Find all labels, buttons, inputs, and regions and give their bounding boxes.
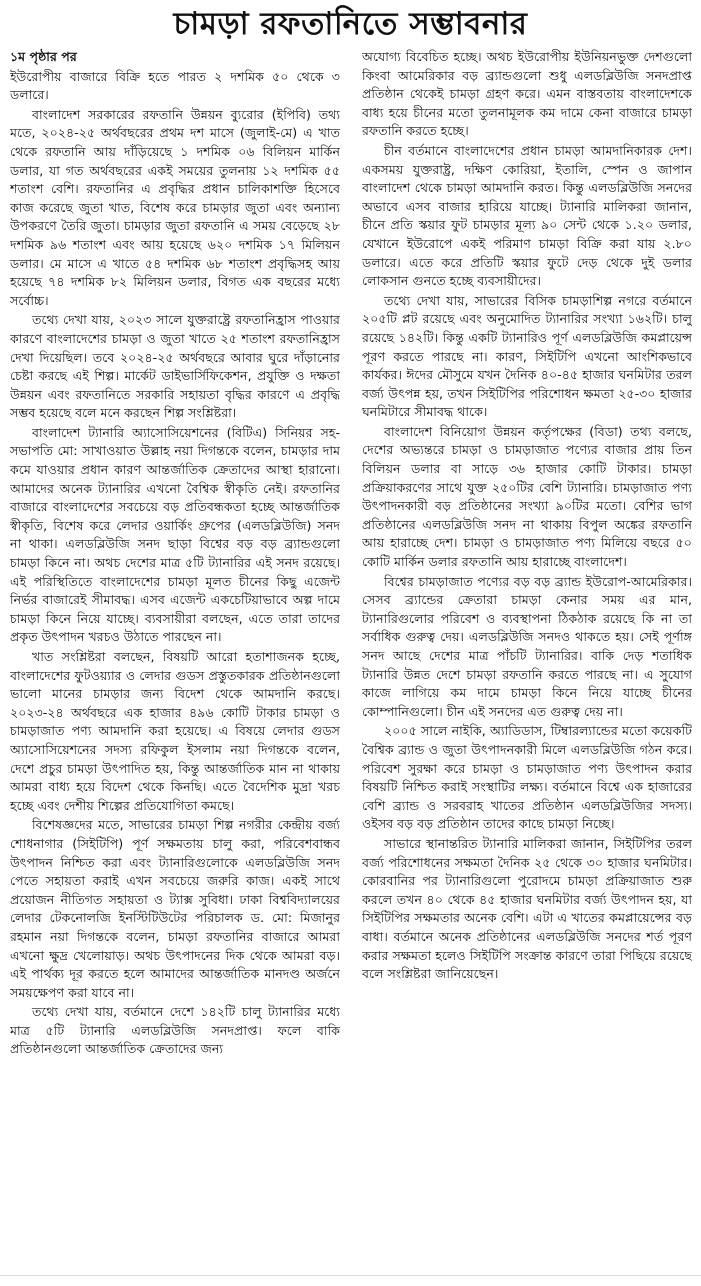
paragraph: তথ্যে দেখা যায়, ২০২৩ সালে যুক্তরাষ্ট্রে রফতানিহ্রাস পাওয়ার কারণে বাংলাদেশের চামড়া ও জুতা খাতে ২৫ শতাংশ রফতানিহ্রাস দেখা দিয়েছিল। তবে ২০২৪-২৫ অর্থবছরে আবার ঘুরে দাঁড়ানোর চেষ্টা করছে এই শিল্প। মার্কেট ডাইভার্সিফিকেশন, প্রযুক্তি ও দক্ষতা উন্নয়ন এবং রফতানিতে সরকারি সহায়তা বৃদ্ধির কারণে এ প্রবৃদ্ধি সম্ভব হয়েছে বলে মনে করছেন শিল্প সংশ্লিষ্টরা। — [10, 312, 340, 421]
article-column-right — [362, 48, 692, 1270]
paragraph: অযোগ্য বিবেচিত হচ্ছে। অথচ ইউরোপীয় ইউনিয়নভুক্ত দেশগুলো কিংবা আমেরিকার বড় ব্র্যান্ডগুলো শুধু এলডব্লিউজি সনদপ্রাপ্ত প্রতিষ্ঠান থেকেই চামড়া গ্রহণ করে। এমন বাস্তবতায় বাংলাদেশকে বাধ্য হয়ে চীনের মতো তুলনামূলক কম দামে কেনা বাজারে চামড়া রফতানি করতে হচ্ছে। — [362, 49, 692, 139]
paragraph: ২০০৫ সালে নাইকি, অ্যাডিডাস, টিম্বারল্যান্ডের মতো কয়েকটি বৈশ্বিক ব্র্যান্ড ও জুতা উৎপাদনকারী মিলে এলডব্লিউজি গঠন করে। পরিবেশ সুরক্ষা করে চামড়া ও চামড়াজাত পণ্য উৎপাদন করার বিষয়টি নিশ্চিত করাই সংস্থাটির লক্ষ্য। বর্তমানে বিশ্বে এক হাজারের বেশি ব্র্যান্ড ও সরবরাহ খাতের প্রতিষ্ঠান এলডব্লিউজির সদস্য। ওইসব বড় বড় প্রতিষ্ঠান তাদের কাছে চামড়া নিচ্ছে। — [362, 723, 692, 832]
paragraph: বাংলাদেশ বিনিয়োগ উন্নয়ন কর্তৃপক্ষের (বিডা) তথ্য বলছে, দেশের অভ্যন্তরে চামড়া ও চামড়াজাত পণ্যের বাজার প্রায় তিন বিলিয়ন ডলার বা সাড়ে ৩৬ হাজার কোটি টাকার। চামড়া প্রক্রিয়াকরণের সাথে যুক্ত ২৫০টির বেশি ট্যানারি। চামড়াজাত পণ্য উৎপাদনকারী বড় প্রতিষ্ঠানের সংখ্যা ৯০টির মতো। বেশির ভাগ প্রতিষ্ঠানের এলডব্লিউজি সনদ না থাকায় বিপুল অঙ্কের রফতানি আয় হারাচ্ছে দেশ। চামড়া ও চামড়াজাত পণ্য মিলিয়ে বছরে ৫০ কোটি মার্কিন ডলার রফতানি আয় হারাচ্ছে বাংলাদেশ। — [362, 423, 692, 570]
paragraph: ইউরোপীয় বাজারে বিক্রি হতে পারত ২ দশমিক ৫০ থেকে ৩ ডলারে। — [10, 68, 340, 103]
paragraph: বাংলাদেশ ট্যানারি অ্যাসোসিয়েশনের (বিটিএ) সিনিয়র সহ-সভাপতি মো: সাখাওয়াত উল্লাহ নয়া দিগন্তকে বলেন, চামড়ার দাম কমে যাওয়ার প্রধান কারণ আন্তর্জাতিক ক্রেতাদের আস্থা হারানো। আমাদের অনেক ট্যানারির এখনো বৈশ্বিক স্বীকৃতি নেই। রফতানির বাজারে বাংলাদেশের সবচেয়ে বড় প্রতিবন্ধকতা হচ্ছে আন্তর্জাতিক স্বীকৃতি, বিশেষ করে লেদার ওয়ার্কিং গ্রুপের (এলডব্লিউজি) সনদ না থাকা। এলডব্লিউজি সনদ ছাড়া বিশ্বের বড় বড় ব্র্যান্ডগুলো চামড়া কিনে না। অথচ দেশের মাত্র ৫টি ট্যানারির এই সনদ রয়েছে। এই পরিস্থিতিতে বাংলাদেশের চামড়া মূলত চীনের কিছু এজেন্ট নির্ভর বাজারেই সীমাবদ্ধ। এসব এজেন্ট একচেটিয়াভাবে অল্প দামে চামড়া কিনে নিয়ে যাচ্ছে। ব্যবসায়ীরা বলছেন, এতে তারা তাদের প্রকৃত উৎপাদন খরচও উঠাতে পারছেন না। — [10, 424, 340, 645]
paragraph: সাভারে স্থানান্তরিত ট্যানারি মালিকরা জানান, সিইটিপির তরল বর্জ্য পরিশোধনের সক্ষমতা দৈনিক ২৫ থেকে ৩০ হাজার ঘনমিটার। কোরবানির পর ট্যানারিগুলো পুরোদমে চামড়া প্রক্রিয়াজাত শুরু করলে তখন ৪০ থেকে ৪৫ হাজার ঘনমিটার বর্জ্য উৎপাদন হয়, যা সিইটিপির সক্ষমতার অনেক বেশি। এটা এ খাতের কমপ্লায়েন্সের বড় বাধা। বর্তমানে অনেক প্রতিষ্ঠানের এলডব্লিউজি সনদের শর্ত পূরণ করার সক্ষমতা হলেও সিইটিপি সংক্রান্ত কারণে তারা পিছিয়ে রয়েছে বলে সংশ্লিষ্টরা জানিয়েছেন। — [362, 835, 692, 982]
paragraph: বাংলাদেশ সরকারের রফতানি উন্নয়ন ব্যুরোর (ইপিবি) তথ্য মতে, ২০২৪-২৫ অর্থবছরের প্রথম দশ মাসে (জুলাই-মে) এ খাত থেকে রফতানি আয় দাঁড়িয়েছে ১ দশমিক ০৬ বিলিয়ন মার্কিন ডলার, যা গত অর্থবছরের একই সময়ের তুলনায় ১২ দশমিক ৫৫ শতাংশ বেশি। রফতানির এ প্রবৃদ্ধির প্রধান চালিকাশক্তি হিসেবে কাজ করেছে জুতা খাত, বিশেষ করে চামড়ার জুতা এবং অন্যান্য উপকরণে তৈরি জুতা। চামড়ার জুতা রফতানি এ সময় বেড়েছে ২৮ দশমিক ৯৬ শতাংশ এবং আয় হয়েছে ৬২০ দশমিক ১৭ মিলিয়ন ডলার। মে মাসে এ খাতে ৫৪ দশমিক ৬৮ শতাংশ প্রবৃদ্ধিসহ আয় হয়েছে ৭৪ দশমিক ৮২ মিলিয়ন ডলার, বিগত এক বছরের মধ্যে সর্বোচ্চ। — [10, 106, 340, 308]
paragraph: তথ্যে দেখা যায়, সাভারের বিসিক চামড়াশিল্প নগরে বর্তমানে ২০৫টি প্লট রয়েছে এবং অনুমোদিত ট্যানারির সংখ্যা ১৬২টি। চালু রয়েছে ১৪২টি। কিন্তু একটি ট্যানারিও পূর্ণ এলডব্লিউজি কমপ্লায়েন্স পূরণ করতে পারছে না। কারণ, সিইটিপি এখনো আংশিকভাবে কার্যকর। ঈদের মৌসুমে যখন দৈনিক ৪০-৪৫ হাজার ঘনমিটার তরল বর্জ্য উৎপন্ন হয়, তখন সিইটিপির পরিশোধন ক্ষমতা ২৫-৩০ হাজার ঘনমিটারে সীমাবদ্ধ থাকে। — [362, 292, 692, 420]
paragraph: খাত সংশ্লিষ্টরা বলছেন, বিষয়টি আরো হতাশাজনক হচ্ছে, বাংলাদেশের ফুটওয়্যার ও লেদার গুডস প্রস্তুতকারক প্রতিষ্ঠানগুলো ভালো মানের চামড়ার জন্য বিদেশ থেকে আমদানি করছে। ২০২৩-২৪ অর্থবছরে এক হাজার ৪৯৬ কোটি টাকার চামড়া ও চামড়াজাত পণ্য আমদানি করা হয়েছে। এ বিষয়ে লেদার গুডস অ্যাসোসিয়েশনের সদস্য রফিকুল ইসলাম নয়া দিগন্তকে বলেন, দেশে প্রচুর চামড়া উৎপাদিত হয়, কিন্তু আন্তর্জাতিক মান না থাকায় আমরা বাধ্য হয়ে বিদেশ থেকে কিনছি। এতে বৈদেশিক মুদ্রা খরচ হচ্ছে এবং দেশীয় শিল্পের প্রতিযোগিতা কমছে। — [10, 649, 340, 813]
headline: চামড়া রফতানিতে সম্ভাবনার — [173, 6, 528, 42]
article-column-left — [10, 48, 340, 1270]
paragraph: বিশেষজ্ঞদের মতে, সাভারের চামড়া শিল্প নগরীর কেন্দ্রীয় বর্জ্য শোধনাগার (সিইটিপি) পূর্ণ সক্ষমতায় চালু করা, পরিবেশবান্ধব উৎপাদন নিশ্চিত করা এবং ট্যানারিগুলোকে এলডব্লিউজি সনদ পেতে সহায়তা করাই এখন সবচেয়ে জরুরি কাজ। একই সাথে প্রয়োজন নীতিগত সহায়তা ও ট্যাক্স সুবিধা। ঢাকা বিশ্ববিদ্যালয়ের লেদার টেকনোলজি ইনস্টিটিউটের পরিচালক ড. মো: মিজানুর রহমান নয়া দিগন্তকে বলেন, চামড়া রফতানির বাজারে আমরা এখনো ক্ষুদ্র খেলোয়াড়। অথচ উৎপাদনের দিক থেকে আমরা বড়। এই পার্থক্য দূর করতে হলে আমাদের আন্তর্জাতিক মানদণ্ড অর্জনে সময়ক্ষেপণ করা যাবে না। — [10, 817, 340, 1000]
paragraph: চীন বর্তমানে বাংলাদেশের প্রধান চামড়া আমদানিকারক দেশ। একসময় যুক্তরাষ্ট্র, দক্ষিণ কোরিয়া, ইতালি, স্পেন ও জাপান বাংলাদেশ থেকে চামড়া আমদানি করত। কিন্তু এলডব্লিউজি সনদের অভাবে এসব বাজার হারিয়ে যাচ্ছে। ট্যানারি মালিকরা জানান, চীনে প্রতি স্কয়ার ফুট চামড়ার মূল্য ৯০ সেন্ট থেকে ১.২০ ডলার, যেখানে ইউরোপে একই পরিমাণ চামড়া বিক্রি করা যায় ২.৮০ ডলারে। এতে করে প্রতিটি স্কয়ার ফুটে দেড় থেকে দুই ডলার লোকসান গুনতে হচ্ছে ব্যবসায়ীদের। — [362, 142, 692, 289]
paragraph: তথ্যে দেখা যায়, বর্তমানে দেশে ১৪২টি চালু ট্যানারির মধ্যে মাত্র ৫টি ট্যানারি এলডব্লিউজি সনদপ্রাপ্ত। ফলে বাকি প্রতিষ্ঠানগুলো আন্তর্জাতিক ক্রেতাদের জন্য — [10, 1004, 340, 1057]
page-footer-edge — [0, 1275, 701, 1286]
paragraph: বিশ্বের চামড়াজাত পণ্যের বড় বড় ব্র্যান্ড ইউরোপ-আমেরিকার। সেসব ব্র্যান্ডের ক্রেতারা চামড়া কেনার সময় এর মান, ট্যানারিগুলোর পরিবেশ ও ব্যবস্থাপনা ঠিকঠাক রয়েছে কি না তা সর্বাধিক গুরুত্ব দেয়। এলডব্লিউজি সনদও থাকতে হয়। সেই পূর্ণাঙ্গ সনদ আছে দেশের মাত্র পাঁচটি ট্যানারির। বাকি দেড় শতাধিক ট্যানারি উন্নত দেশে চামড়া রফতানি করতে পারছে না। এ সুযোগ কাজে লাগিয়ে কম দামে চামড়া কিনে নিয়ে যাচ্ছে চীনের কোম্পানিগুলো। চীন এই সনদের এত গুরুত্ব দেয় না। — [362, 573, 692, 719]
continuation-kicker: ১ম পৃষ্ঠার পর — [10, 49, 77, 64]
